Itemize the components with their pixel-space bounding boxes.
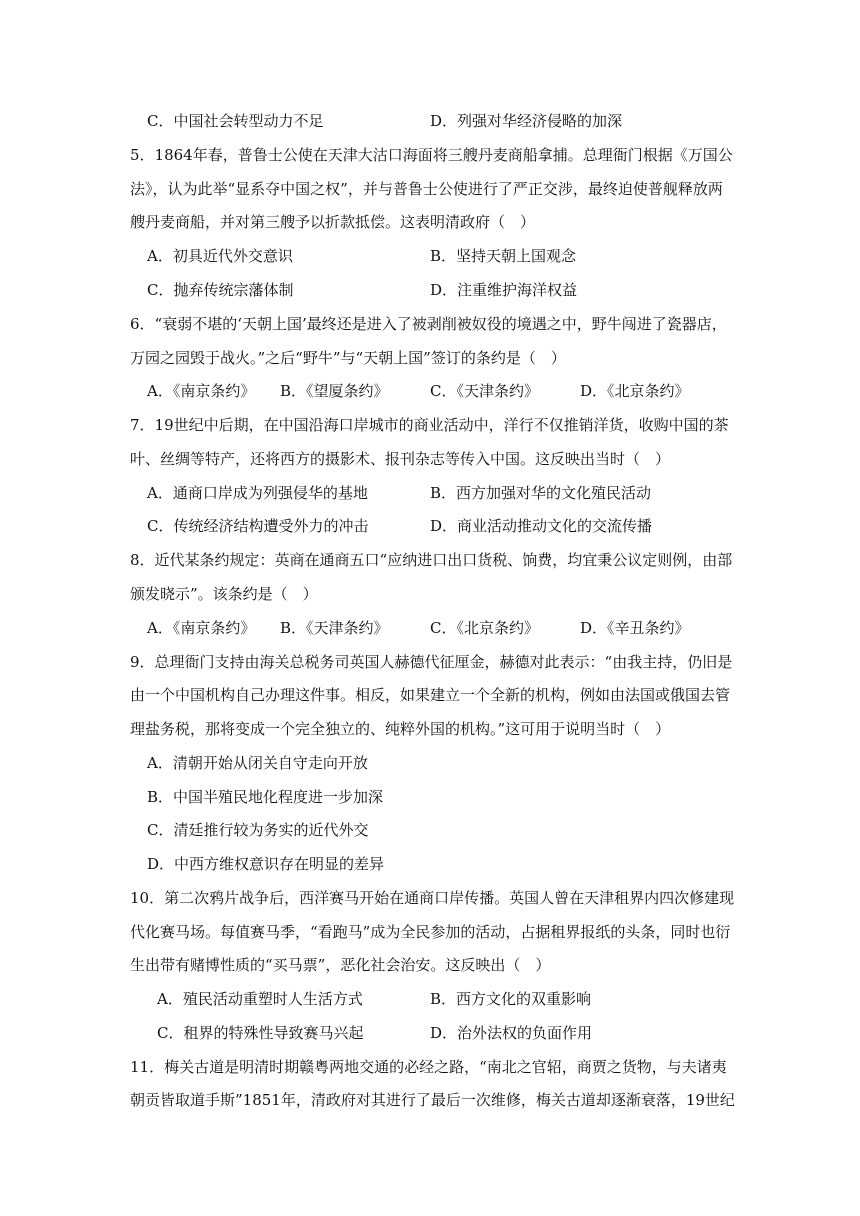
q10-option-a: A．殖民活动重塑时人生活方式 <box>157 990 363 1008</box>
q7-stem-line-2: 叶、丝绸等特产，还将西方的摄影术、报刊杂志等传入中国。这反映出当时（ ） <box>130 450 671 468</box>
q5-option-b: B．坚持天朝上国观念 <box>430 247 577 265</box>
q5-option-d: D．注重维护海洋权益 <box>430 281 578 299</box>
q6-option-b: B．《望厦条约》 <box>280 382 389 400</box>
q7-option-a: A．通商口岸成为列强侵华的基地 <box>147 484 368 502</box>
q8-option-d: D．《辛丑条约》 <box>580 619 690 637</box>
q6-stem-line-1: 6．“衰弱不堪的‘天朝上国’最终还是进入了被剥削被奴役的境遇之中，野牛闯进了瓷器店， <box>130 315 727 333</box>
q5-stem-line-1: 5．1864年春，普鲁士公使在天津大沽口海面将三艘丹麦商船拿捕。总理衙门根据《万国公 <box>130 146 733 164</box>
q7-option-d: D．商业活动推动文化的交流传播 <box>430 517 653 535</box>
q7-stem-line-1: 7．19世纪中后期，在中国沿海口岸城市的商业活动中，洋行不仅推销洋货，收购中国的茶 <box>130 416 729 434</box>
q10-stem-line-1: 10．第二次鸦片战争后，西洋赛马开始在通商口岸传播。英国人曾在天津租界内四次修建现 <box>130 889 735 907</box>
q7-option-b: B．西方加强对华的文化殖民活动 <box>430 484 652 502</box>
q11-stem-line-2: 朝贡皆取道手斯”1851年，清政府对其进行了最后一次维修，梅关古道却逐渐衰落，19世纪 <box>130 1091 735 1109</box>
q10-stem-line-3: 生出带有赌博性质的“买马票”，恶化社会治安。这反映出（ ） <box>130 956 551 974</box>
q9-stem-line-1: 9．总理衙门支持由海关总税务司英国人赫德代征厘金，赫德对此表示：“由我主持，仍旧是 <box>130 653 733 671</box>
q7-options-row-1 <box>0 480 860 506</box>
q8-option-c: C．《北京条约》 <box>430 619 539 637</box>
q11-stem-line-1: 11．梅关古道是明清时期赣粤两地交通的必经之路，“南北之官轺，商贾之货物，与夫诸夷 <box>130 1058 727 1076</box>
q4-option-c: C．中国社会转型动力不足 <box>147 112 324 130</box>
q7-options-row-2 <box>0 513 860 539</box>
q5-option-a: A．初具近代外交意识 <box>147 247 293 265</box>
q10-options-row-1 <box>0 986 860 1012</box>
q4-options-row-2 <box>0 108 860 134</box>
q8-option-b: B．《天津条约》 <box>280 619 389 637</box>
q8-stem-line-2: 颁发晓示”。该条约是（ ） <box>130 585 318 603</box>
q5-options-row-1 <box>0 243 860 269</box>
q9-option-a: A．清朝开始从闭关自守走向开放 <box>147 754 368 772</box>
q6-stem-line-2: 万园之园毁于战火。”之后“野牛”与“天朝上国”签订的条约是（ ） <box>130 349 566 367</box>
q8-options-row <box>0 615 860 641</box>
q9-option-b: B．中国半殖民地化程度进一步加深 <box>147 788 384 806</box>
q10-options-row-2 <box>0 1020 860 1046</box>
q6-option-c: C．《天津条约》 <box>430 382 539 400</box>
q10-option-b: B．西方文化的双重影响 <box>430 990 592 1008</box>
q8-stem-line-1: 8．近代某条约规定：英商在通商五口“应纳进口出口货税、饷费，均宜秉公议定则例，由部 <box>130 551 733 569</box>
q5-option-c: C．抛弃传统宗藩体制 <box>147 281 294 299</box>
q7-option-c: C．传统经济结构遭受外力的冲击 <box>147 517 369 535</box>
q5-options-row-2 <box>0 277 860 303</box>
q9-option-d: D．中西方维权意识存在明显的差异 <box>147 855 385 873</box>
q9-stem-line-3: 理盐务税，那将变成一个完全独立的、纯粹外国的机构。”这可用于说明当时（ ） <box>130 720 671 738</box>
q8-option-a: A．《南京条约》 <box>147 619 256 637</box>
q6-option-d: D．《北京条约》 <box>580 382 690 400</box>
q10-option-c: C．租界的特殊性导致赛马兴起 <box>157 1024 364 1042</box>
q10-stem-line-2: 代化赛马场。每值赛马季，“看跑马”成为全民参加的活动，占据租界报纸的头条，同时也衍 <box>130 923 731 941</box>
q9-stem-line-2: 由一个中国机构自己办理这件事。相反，如果建立一个全新的机构，例如由法国或俄国去管 <box>130 686 731 704</box>
q6-option-a: A．《南京条约》 <box>147 382 256 400</box>
q5-stem-line-3: 艘丹麦商船，并对第三艘予以折款抵偿。这表明清政府（ ） <box>130 213 536 231</box>
q6-options-row <box>0 378 860 404</box>
q9-option-c: C．清廷推行较为务实的近代外交 <box>147 821 369 839</box>
q4-option-d: D．列强对华经济侵略的加深 <box>430 112 623 130</box>
q10-option-d: D．治外法权的负面作用 <box>430 1024 593 1042</box>
q5-stem-line-2: 法》，认为此举“显系夺中国之权”，并与普鲁士公使进行了严正交涉，最终迫使普舰释放两 <box>130 180 723 198</box>
